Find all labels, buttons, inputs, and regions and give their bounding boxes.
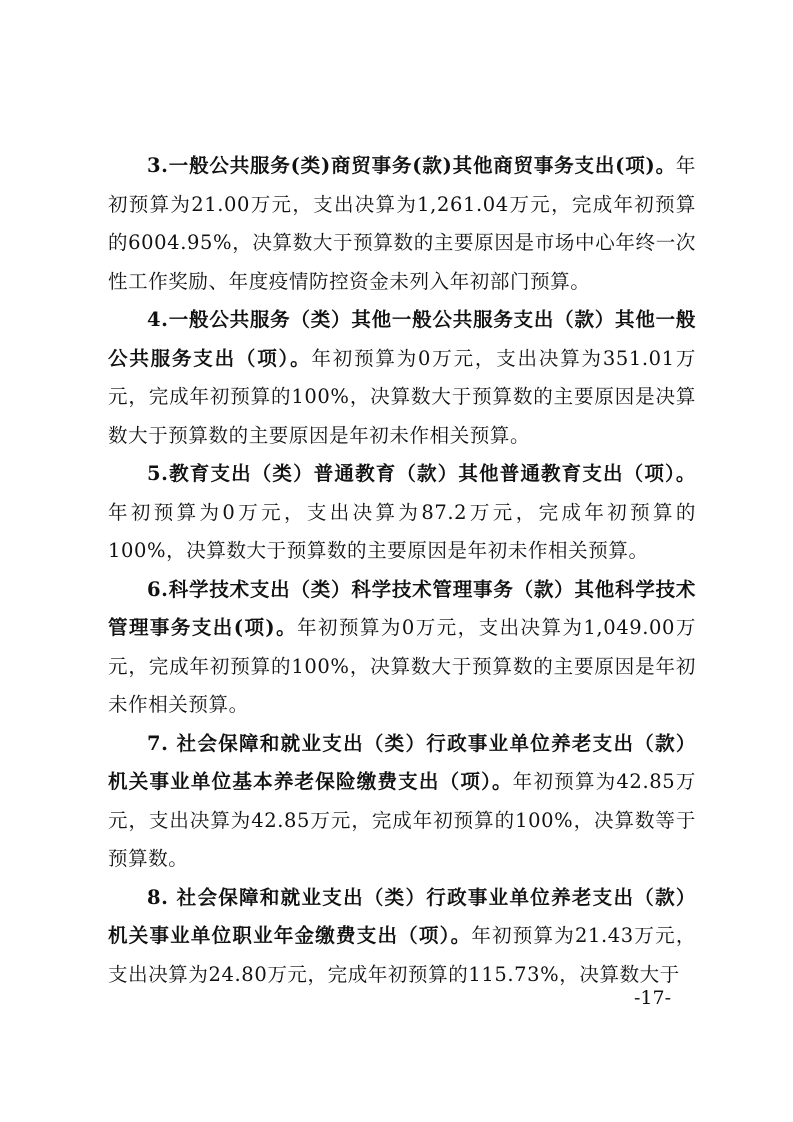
item-heading: 7. 社会保障和就业支出（类）行政事业单位养老支出（款）机关事业单位基本养老保险缴费支出（项）。 <box>108 731 696 793</box>
item-body: 年初预算为0万元，支出决算为1,049.00万元，完成年初预算的100%，决算数大于预算数的主要原因是年初未作相关预算。 <box>108 616 697 716</box>
paragraph-item-4 <box>108 301 696 455</box>
item-body: 年初预算为21.00万元，支出决算为1,261.04万元，完成年初预算的6004.95%，决算数大于预算数的主要原因是市场中心年终一次性工作奖励、年度疫情防控资金未列入年初部门预算。 <box>108 154 696 293</box>
item-heading: 3.一般公共服务(类)商贸事务(款)其他商贸事务支出(项)。 <box>147 154 676 177</box>
item-heading: 4.一般公共服务（类）其他一般公共服务支出（款）其他一般公共服务支出（项）。 <box>108 308 696 370</box>
item-body: 年初预算为0万元，支出决算为87.2万元，完成年初预算的100%，决算数大于预算数的主要原因是年初未作相关预算。 <box>108 500 696 562</box>
page-number: -17- <box>634 987 672 1009</box>
paragraph-item-5 <box>108 455 696 571</box>
item-heading: 5.教育支出（类）普通教育（款）其他普通教育支出（项）。 <box>147 462 696 485</box>
item-body: 年初预算为21.43万元，支出决算为24.80万元，完成年初预算的115.73%，决算数大于 <box>108 924 696 986</box>
item-body: 年初预算为0万元，支出决算为351.01万元，完成年初预算的100%，决算数大于预算数的主要原因是决算数大于预算数的主要原因是年初未作相关预算。 <box>108 346 696 447</box>
paragraph-item-3 <box>108 147 696 301</box>
document-body <box>108 147 696 994</box>
item-heading: 6.科学技术支出（类）科学技术管理事务（款）其他科学技术管理事务支出(项)。 <box>108 577 696 639</box>
paragraph-item-8 <box>108 879 696 995</box>
item-heading: 8. 社会保障和就业支出（类）行政事业单位养老支出（款）机关事业单位职业年金缴费支出（项）。 <box>108 885 696 947</box>
item-body: 年初预算为42.85万元，支出决算为42.85万元，完成年初预算的100%，决算数等于预算数。 <box>108 770 696 870</box>
paragraph-item-7 <box>108 725 696 879</box>
paragraph-item-6 <box>108 571 696 725</box>
